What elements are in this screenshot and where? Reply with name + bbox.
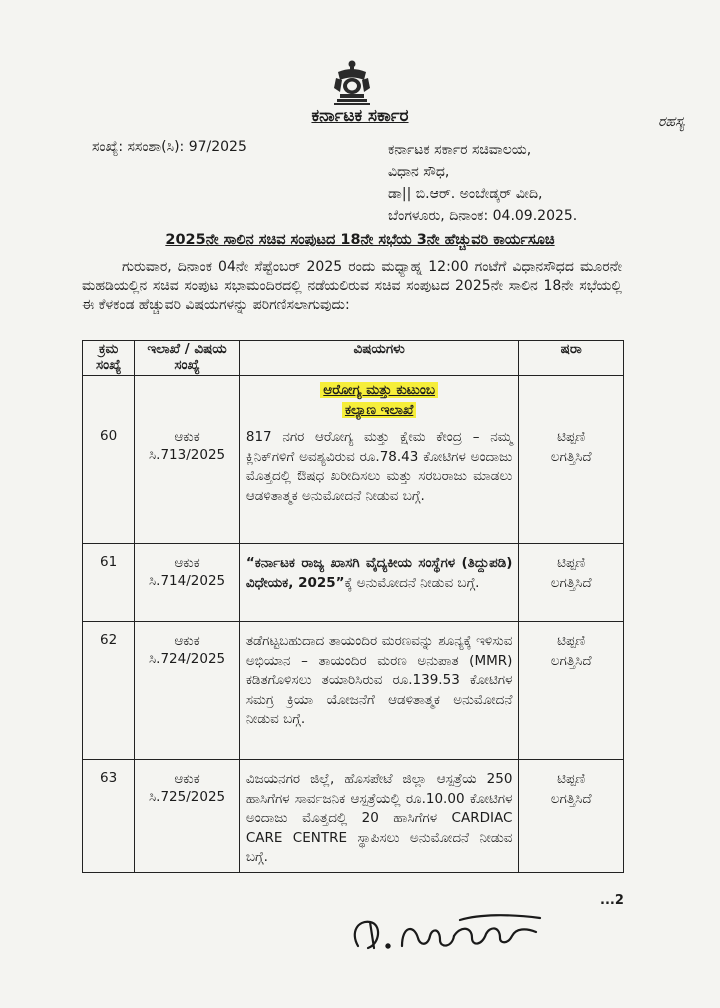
address-line: ಡಾ|| ಬಿ.ಆರ್. ಅಂಬೇಡ್ಕರ್ ವೀದಿ, <box>388 186 543 202</box>
subject-number: ಸಿ.724/2025 <box>149 651 226 667</box>
table-header-row <box>83 341 624 376</box>
subject-number: ಸಿ.714/2025 <box>149 573 226 589</box>
subject-number: ಸಿ.725/2025 <box>149 789 226 805</box>
table-row <box>83 760 624 873</box>
serial-number <box>83 376 135 544</box>
department-cell <box>135 622 240 760</box>
table-row <box>83 376 624 544</box>
agenda-table <box>82 340 624 873</box>
column-header-remarks: ಷರಾ <box>519 341 624 376</box>
department-code: ಆಕುಕ <box>174 771 200 787</box>
remark-line: ಲಗತ್ತಿಸಿದೆ <box>550 652 592 669</box>
column-header-subjects: ವಿಷಯಗಳು <box>239 341 519 376</box>
remark-line: ಟಿಪ್ಪಣಿ <box>557 633 586 649</box>
serial-number-text: 62 <box>100 632 118 648</box>
address-line: ವಿಧಾನ ಸೌಧ, <box>388 164 450 180</box>
serial-number <box>83 760 135 873</box>
intro-paragraph <box>82 258 622 315</box>
remarks-cell <box>519 622 624 760</box>
remarks-cell <box>519 376 624 544</box>
table-row <box>83 544 624 622</box>
page-continuation-marker: ...2 <box>600 893 624 908</box>
subject-bill-title: “ಕರ್ನಾಟಕ ರಾಜ್ಯ ಖಾಸಗಿ ವೈದ್ಯಕೀಯ ಸಂಸ್ಥೆಗಳ (ತಿದ್ದುಪಡಿ) ವಿಧೇಯಕ, 2025” <box>245 555 513 591</box>
subject-cell <box>239 376 519 544</box>
address-line: ಕರ್ನಾಟಕ ಸರ್ಕಾರ ಸಚಿವಾಲಯ, <box>388 142 532 158</box>
subject-cell <box>239 544 519 622</box>
remark-line: ಟಿಪ್ಪಣಿ <box>557 771 586 787</box>
remarks-cell <box>519 544 624 622</box>
remark-line: ಟಿಪ್ಪಣಿ <box>557 429 586 445</box>
state-emblem-icon <box>330 58 374 106</box>
remark-line: ಲಗತ್ತಿಸಿದೆ <box>550 790 592 807</box>
department-heading-line: ಕಲ್ಯಾಣ ಇಲಾಖೆ <box>342 402 416 418</box>
serial-number-text: 63 <box>100 770 118 786</box>
serial-number-text: 61 <box>100 554 118 570</box>
subject-text: 817 ನಗರ ಆರೋಗ್ಯ ಮತ್ತು ಕ್ಷೇಮ ಕೇಂದ್ರ – ನಮ್ಮ ಕ್ಲಿನಿಕ್‌ಗಳಿಗೆ ಅವಶ್ಯವಿರುವ ರೂ.78.43 ಕೋಟಿಗಳ ಅಂದಾಜು ಮೊತ್ತದಲ್ಲಿ ಔಷಧ ಖರೀದಿಸಲು ಮತ್ತು ಸರಬರಾಜು ಮಾಡಲು ಆಡಳಿತಾತ್ಮಕ ಅನುಮೋದನೆ ನೀಡುವ ಬಗ್ಗೆ. <box>245 429 513 504</box>
classification-label: ರಹಸ್ಯ <box>658 114 685 130</box>
department-cell <box>135 544 240 622</box>
department-code: ಆಕುಕ <box>174 633 200 649</box>
address-line: ಬೆಂಗಳೂರು, ದಿನಾಂಕ: 04.09.2025. <box>388 208 578 224</box>
remark-line: ಟಿಪ್ಪಣಿ <box>557 555 586 571</box>
handwritten-signature <box>340 902 560 962</box>
remarks-cell <box>519 760 624 873</box>
remark-line: ಲಗತ್ತಿಸಿದೆ <box>550 574 592 591</box>
reference-number: ಸಂಖ್ಯೆ: ಸಸಂಶಾ(ಸಿ): 97/2025 <box>92 139 247 155</box>
subject-text: ವಿಜಯನಗರ ಜಿಲ್ಲೆ, ಹೊಸಪೇಟೆ ಜಿಲ್ಲಾ ಆಸ್ಪತ್ರೆಯ 250 ಹಾಸಿಗೆಗಳ ಸಾರ್ವಜನಿಕ ಆಸ್ಪತ್ರೆಯಲ್ಲಿ ರೂ.10.00 ಕೋಟಿಗಳ ಅಂದಾಜು ಮೊತ್ತದಲ್ಲಿ 20 ಹಾಸಿಗೆಗಳ CARDIAC CARE CENTRE ಸ್ಥಾಪಿಸಲು ಅನುಮೋದನೆ ನೀಡುವ ಬಗ್ಗೆ. <box>245 771 513 865</box>
department-code: ಆಕುಕ <box>174 555 200 571</box>
department-heading-line: ಆರೋಗ್ಯ ಮತ್ತು ಕುಟುಂಬ <box>320 382 438 398</box>
government-title: ಕರ್ನಾಟಕ ಸರ್ಕಾರ <box>311 106 409 126</box>
address-block <box>388 139 577 227</box>
department-code: ಆಕುಕ <box>174 429 200 445</box>
department-cell <box>135 376 240 544</box>
serial-number-text: 60 <box>100 428 118 444</box>
remark-line: ಲಗತ್ತಿಸಿದೆ <box>550 448 592 465</box>
column-header-serial: ಕ್ರಮ ಸಂಖ್ಯೆ <box>83 341 135 376</box>
serial-number <box>83 544 135 622</box>
subject-cell <box>239 760 519 873</box>
intro-text: ಗುರುವಾರ, ದಿನಾಂಕ 04ನೇ ಸೆಪ್ಟೆಂಬರ್ 2025 ರಂದು ಮಧ್ಯಾಹ್ನ 12:00 ಗಂಟೆಗೆ ವಿಧಾನಸೌಧದ ಮೂರನೇ ಮಹಡಿಯಲ್ಲಿನ ಸಚಿವ ಸಂಪುಟ ಸಭಾಮಂದಿರದಲ್ಲಿ ನಡೆಯಲಿರುವ ಸಚಿವ ಸಂಪುಟದ 2025ನೇ ಸಾಲಿನ 18ನೇ ಸಭೆಯಲ್ಲಿ ಈ ಕೆಳಕಂಡ ಹೆಚ್ಚುವರಿ ವಿಷಯಗಳನ್ನು ಪರಿಗಣಿಸಲಾಗುವುದು: <box>82 259 622 313</box>
subject-number: ಸಿ.713/2025 <box>149 447 226 463</box>
department-heading <box>246 380 513 420</box>
table-row <box>83 622 624 760</box>
subject-cell <box>239 622 519 760</box>
department-cell <box>135 760 240 873</box>
serial-number <box>83 622 135 760</box>
subject-text: ತಡೆಗಟ್ಟಬಹುದಾದ ತಾಯಂದಿರ ಮರಣವನ್ನು ಶೂನ್ಯಕ್ಕೆ ಇಳಿಸುವ ಅಭಿಯಾನ – ತಾಯಂದಿರ ಮರಣ ಅನುಪಾತ (MMR) ಕಡಿತಗೊಳಿಸಲು ತಯಾರಿಸಿರುವ ರೂ.139.53 ಕೋಟಿಗಳ ಸಮಗ್ರ ಕ್ರಿಯಾ ಯೋಜನೆಗೆ ಆಡಳಿತಾತ್ಮಕ ಅನುಮೋದನೆ ನೀಡುವ ಬಗ್ಗೆ. <box>245 633 513 727</box>
column-header-department: ಇಲಾಖೆ / ವಿಷಯ ಸಂಖ್ಯೆ <box>135 341 240 376</box>
subject-text: ಕ್ಕೆ ಅನುಮೋದನೆ ನೀಡುವ ಬಗ್ಗೆ. <box>344 574 480 591</box>
agenda-heading: 2025ನೇ ಸಾಲಿನ ಸಚಿವ ಸಂಪುಟದ 18ನೇ ಸಭೆಯ 3ನೇ ಹೆಚ್ಚುವರಿ ಕಾರ್ಯಸೂಚಿ <box>165 232 555 248</box>
